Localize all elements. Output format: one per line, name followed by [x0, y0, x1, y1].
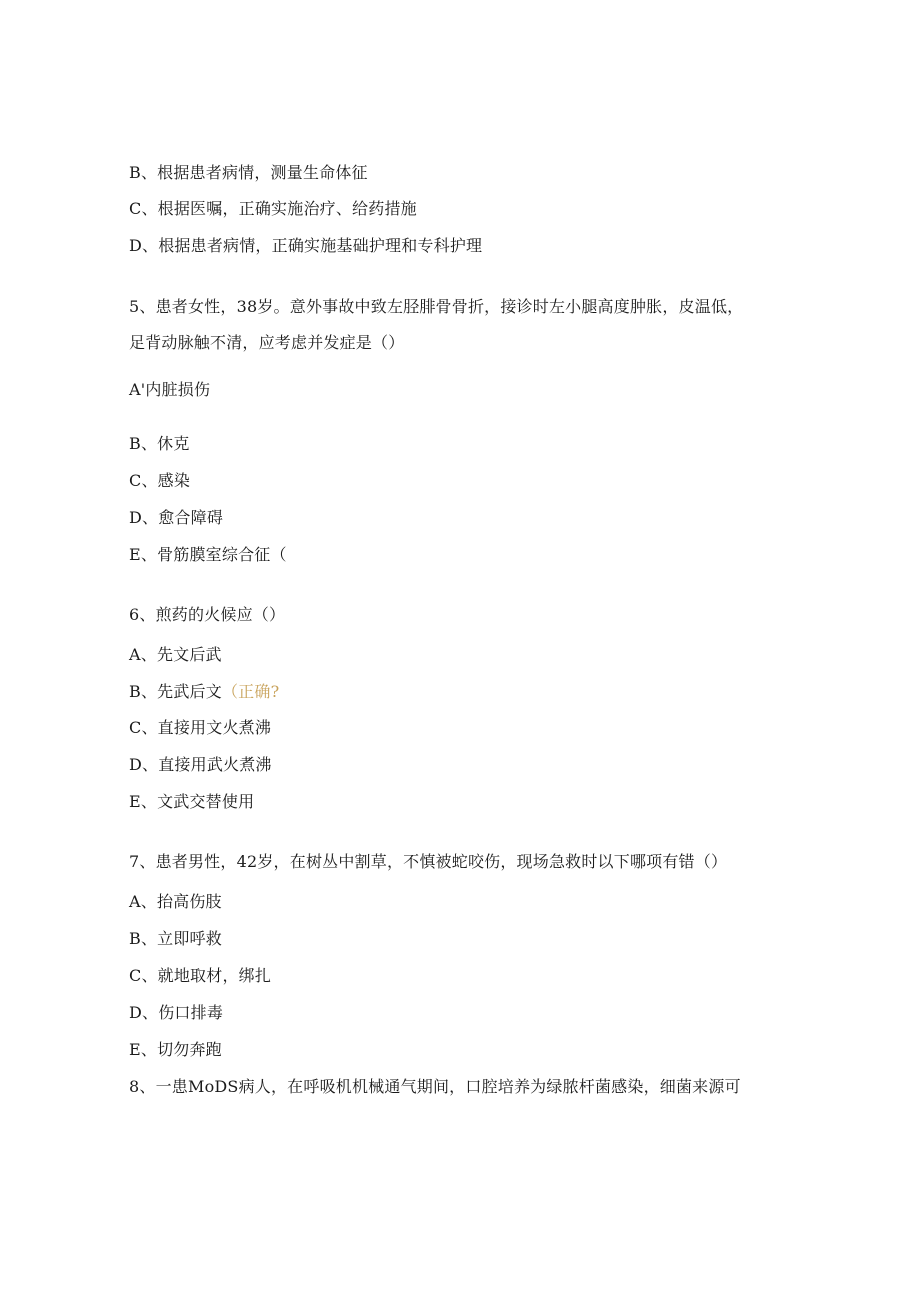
q5-option-d: D、愈合障碍 [129, 508, 224, 527]
q5-option-a: A'内脏损伤 [129, 380, 211, 399]
q7-option-a: A、抬高伤肢 [129, 892, 222, 911]
q6-option-d: D、直接用武火煮沸 [129, 755, 272, 774]
q6-option-e: E、文武交替使用 [129, 792, 255, 811]
q5-stem-line1: 5、患者女性，38岁。意外事故中致左胫腓骨骨折，接诊时左小腿高度肿胀，皮温低， [129, 297, 744, 316]
q5-option-c: C、感染 [129, 471, 191, 490]
q4-option-b: B、根据患者病情，测量生命体征 [129, 163, 368, 182]
q6-option-b [129, 682, 279, 702]
q7-option-e: E、切勿奔跑 [129, 1040, 222, 1059]
q7-option-c: C、就地取材，绑扎 [129, 966, 272, 985]
q5-option-b: B、休克 [129, 434, 190, 453]
q6-option-a: A、先文后武 [129, 645, 222, 664]
q7-option-d: D、伤口排毒 [129, 1003, 224, 1022]
q6-option-b-text: B、先武后文 [129, 682, 222, 701]
q5-option-e: E、骨筋膜室综合征（ [129, 545, 287, 564]
q8-stem-line1: 8、一患MoDS病人，在呼吸机机械通气期间，口腔培养为绿脓杆菌感染，细菌来源可 [129, 1077, 741, 1096]
q7-stem: 7、患者男性，42岁，在树丛中割草，不慎被蛇咬伤，现场急救时以下哪项有错（） [129, 852, 728, 871]
q7-option-b: B、立即呼救 [129, 929, 222, 948]
q6-option-c: C、直接用文火煮沸 [129, 718, 272, 737]
q5-stem-line2: 足背动脉触不清，应考虑并发症是（） [129, 333, 405, 352]
q6-option-b-note: （正确? [221, 682, 280, 701]
q6-stem: 6、煎药的火候应（） [129, 605, 286, 624]
q4-option-d: D、根据患者病情，正确实施基础护理和专科护理 [129, 236, 483, 255]
q4-option-c: C、根据医嘱，正确实施治疗、给药措施 [129, 199, 417, 218]
